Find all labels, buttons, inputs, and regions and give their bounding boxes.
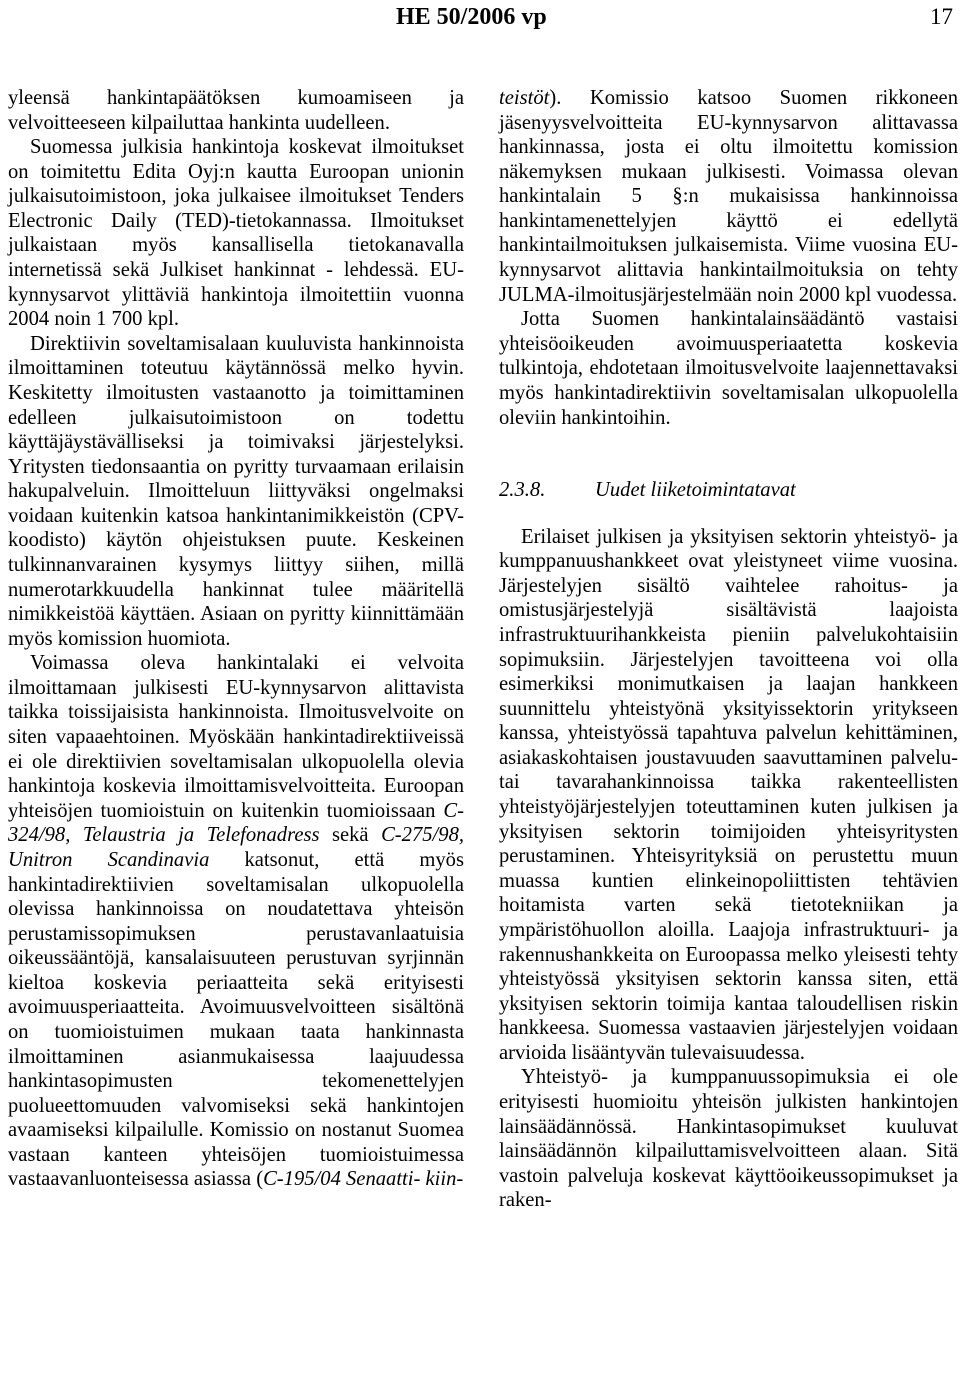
paragraph-text: katsonut, että myös hankintadirektiivien soveltamisalan ulkopuolella olevissa hankinnoissa on noudatettava yhteisön perustamissopimuksen perustavanlaatuisia oikeussääntöjä, kansalaisuuteen perustuvan syrjinnän kieltoa koskevia periaatteita sekä erityisesti avoimuusperiaatteita. Avoimuusvelvoitteen sisältönä on tuomioistuimen mukaan taata hankinnasta ilmoittaminen asianmukaisessa laajuudessa hankintasopimusten tekomenettelyjen puolueettomuuden valvomiseksi sekä hankintojen avaamiseksi kilpailulle. Komissio on nostanut Suomea vastaan kanteen yhteisöjen tuomioistuimessa vastaavanluonteisessa asiassa ( <box>8 848 464 1191</box>
page-header <box>0 0 960 40</box>
paragraph: yleensä hankintapäätöksen kumoamiseen ja velvoitteeseen kilpailuttaa hankinta uudelleen. <box>8 87 464 134</box>
paragraph: Direktiivin soveltamisalaan kuuluvista hankinnoista ilmoittaminen toteutuu käytännössä melko hyvin. Keskitetty ilmoitusten vastaanotto ja toimittaminen edelleen julkaisutoimistoon on todettu käyttäjäystävälliseksi ja toimivaksi järjestelyksi. Yritysten tiedonsaantia on pyritty turvaamaan erilaisin hakupalveluin. Ilmoitteluun liittyväksi ongelmaksi voidaan kuitenkin katsoa hankintanimikkeistön (CPV-koodisto) käytön ohjeistuksen puute. Keskeinen tulkinnanvarainen kysymys liittyy siihen, millä numerotarkkuudella hankinnat tulee määritellä nimikkeistöä käyttäen. Asiaan on pyritty kiinnittämään myös komission huomiota. <box>8 332 464 650</box>
paragraph: Suomessa julkisia hankintoja koskevat ilmoitukset on toimitettu Edita Oyj:n kautta Euroopan unionin julkaisutoimistoon, joka julkaisee ilmoitukset Tenders Electronic Daily (TED)-tietokannassa. Ilmoitukset julkaistaan myös kansallisella tietokanavalla internetissä sekä Julkiset hankinnat - lehdessä. EU-kynnysarvot ylittäviä hankintoja ilmoitettiin vuonna 2004 noin 1 700 kpl. <box>8 136 464 331</box>
paragraph <box>499 86 958 307</box>
case-reference: C-324/98, Telaustria ja Telefonadress <box>8 799 464 847</box>
left-column <box>8 86 464 1192</box>
paragraph: Yhteistyö- ja kumppanuussopimuksia ei ole erityisesti huomioitu yhteisön julkisten hankintojen lainsäädännössä. Hankintasopimukset kuuluvat lainsäädännön kilpailuttamisvelvoitteen alaan. Sitä vastoin palveluja koskevat käyttöoikeussopimukset ja raken- <box>499 1066 958 1212</box>
paragraph-text: sekä <box>319 824 382 847</box>
right-column <box>499 86 958 1213</box>
section-heading <box>499 478 958 503</box>
case-reference: teistöt <box>499 87 550 109</box>
paragraph-text: ). Komissio katsoo Suomen rikkoneen jäsenyysvelvoitteita EU-kynnysarvon alittavassa hankinnassa, josta ei oltu ilmoitettu komission näkemyksen mukaan julkisesti. Voimassa olevan hankintalain 5 §:n mukaisissa hankinnoissa hankintamenettelyjen käyttö ei edellytä hankintailmoituksen julkaisemista. Viime vuosina EU-kynnysarvot alittavia hankintailmoituksia on tehty JULMA-ilmoitusjärjestelmään noin 2000 kpl vuodessa. <box>499 87 958 306</box>
section-title: Uudet liiketoimintatavat <box>595 479 796 502</box>
section-number: 2.3.8. <box>499 479 546 502</box>
paragraph-text: Voimassa oleva hankintalaki ei velvoita ilmoittamaan julkisesti EU-kynnysarvon alittavista taikka toissijaisista hankinnoista. Ilmoitusvelvoite on siten vapaaehtoinen. Myöskään hankintadirektiiveissä ei ole direktiivien soveltamisalan ulkopuolella olevia hankintoja koskevia ilmoittamisvelvoitteita. Euroopan yhteisöjen tuomioistuin on kuitenkin tuomioissaan <box>8 652 464 822</box>
paragraph <box>8 651 464 1192</box>
case-reference: C-275/98, Unitron Scandinavia <box>8 824 465 871</box>
case-reference: C-195/04 Senaatti- kiin- <box>263 1168 464 1191</box>
page-number: 17 <box>930 4 953 29</box>
document-id: HE 50/2006 vp <box>396 4 547 30</box>
paragraph: Erilaiset julkisen ja yksityisen sektorin yhteistyö- ja kumppanuushankkeet ovat yleistyneet viime vuosina. Järjestelyjen sisältö vaihtelee rahoitus- ja omistusjärjestelyjä sisältävistä laajoista infrastruktuurihankkeista pieniin palvelukohtaisiin sopimuksiin. Järjestelyjen tavoitteena voi olla esimerkiksi monimutkaisen ja laajan hankkeen suunnittelu yhteistyönä yksityissektorin yritykseen kanssa, yhteistyössä tapahtuva palvelun kehittäminen, asiakaskohtaisen joustavuuden saavuttaminen palvelu- tai tavarahankinnoissa taikka rakenteellisten yhteistyöjärjestelyjen toteuttaminen kuten julkisen ja yksityisen sektorin toimijoiden yhteisyritysten perustaminen. Yhteisyrityksiä on perustettu muun muassa kuntien elinkeinopoliittisten tehtävien hoitamista varten sekä tietotekniikan ja ympäristöhuollon aloilla. Laajoja infrastruktuuri- ja rakennushankkeita on Euroopassa melko yleisesti tehty yhteistyössä yksityisen sektorin kanssa siten, että yksityisen sektorin toimija kantaa taloudellisen riskin hankkeesa. Suomessa vastaavien järjestelyjen voidaan arvioida lisääntyvän tulevaisuudessa. <box>499 525 958 1064</box>
paragraph: Jotta Suomen hankintalainsäädäntö vastaisi yhteisöoikeuden avoimuusperiaatetta koskevia tulkintoja, ehdotetaan ilmoitusvelvoite laajennettavaksi myös hankintadirektiivin soveltamisalan ulkopuolella oleviin hankintoihin. <box>499 308 958 429</box>
